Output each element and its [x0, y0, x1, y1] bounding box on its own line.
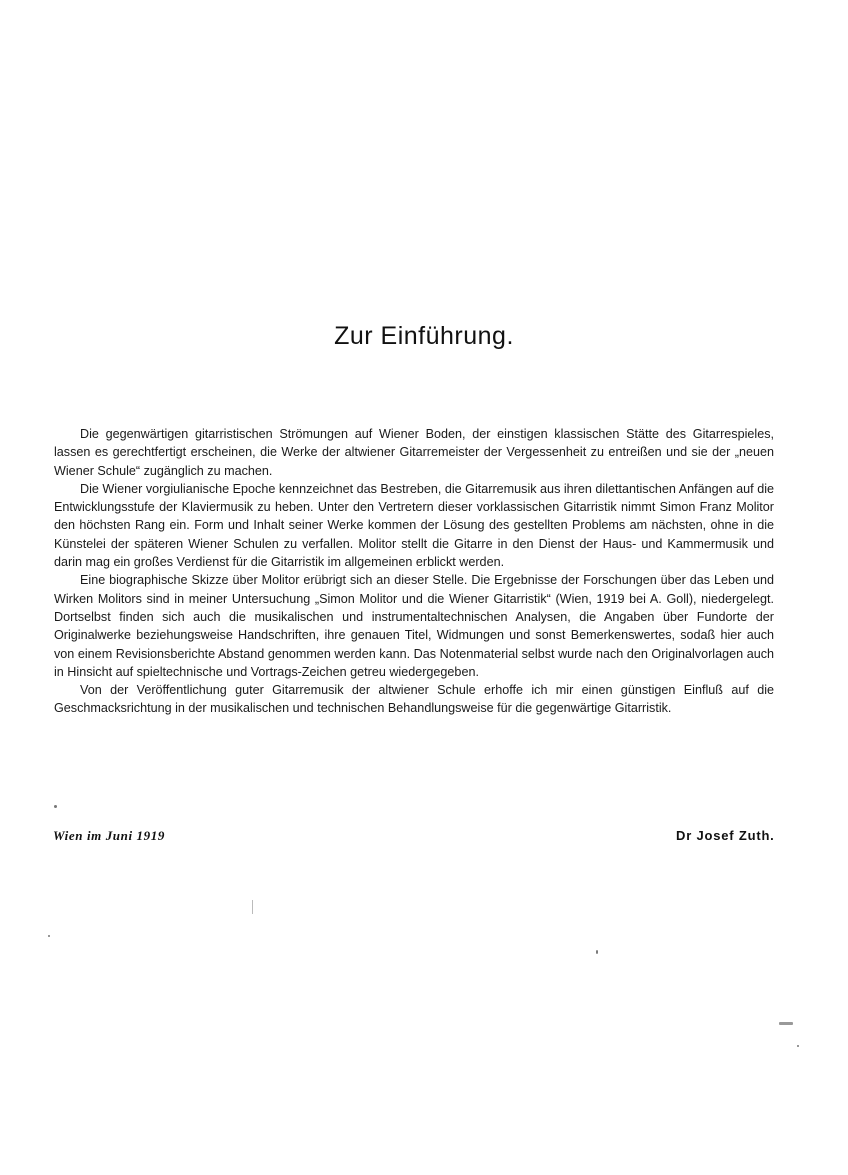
scan-speck [797, 1045, 799, 1047]
scan-speck [596, 950, 598, 954]
author-signature: Dr Josef Zuth. [676, 828, 775, 843]
place-date-line: Wien im Juni 1919 [53, 828, 165, 843]
scan-speck [252, 900, 253, 914]
page-title: Zur Einführung. [334, 322, 514, 350]
introduction-body [54, 425, 774, 718]
scan-speck [48, 935, 50, 937]
paragraph-2: Die Wiener vorgiulianische Epoche kennzeichnet das Bestreben, die Gitarremusik aus ihren dilettantischen Anfängen auf die Entwicklungsstufe der Klaviermusik zu heben. Unter den Vertretern dieser vorklassischen Gitarristik nimmt Simon Franz Molitor den höchsten Rang ein. Form und Inhalt seiner Werke kommen der Lösung des gestellten Problems am nächsten, ohne in die Künstelei der späteren Wiener Schulen zu verfallen. Molitor stellt die Gitarre in den Dienst der Haus- und Kammermusik und darin mag ein großes Verdienst für die Gitarristik im allgemeinen erblickt werden. [54, 481, 774, 570]
paragraph-1: Die gegenwärtigen gitarristischen Strömungen auf Wiener Boden, der einstigen klassischen Stätte des Gitarrespieles, lassen es gerechtfertigt erscheinen, die Werke der altwiener Gitarremeister der Vergessenheit zu entreißen und sie der „neuen Wiener Schule“ zugänglich zu machen. [54, 427, 774, 478]
scan-speck [54, 805, 57, 808]
paragraph-3: Eine biographische Skizze über Molitor erübrigt sich an dieser Stelle. Die Ergebnisse der Forschungen über das Leben und Wirken Molitors sind in meiner Untersuchung „Simon Molitor und die Wiener Gitarristik“ (Wien, 1919 bei A. Goll), niedergelegt. Dortselbst finden sich auch die musikalischen und instrumentaltechnischen Analysen, die Angaben über Fundorte der Originalwerke beziehungsweise Handschriften, ihre genauen Titel, Widmungen und sonst Bemerkenswertes, sodaß hier auch von einem Revisionsberichte Abstand genommen werden kann. Das Notenmaterial selbst wurde nach den Originalvorlagen auch in Hinsicht auf spieltechnische und Vortrags-Zeichen getreu wiedergegeben. [54, 573, 774, 679]
scan-speck [779, 1022, 793, 1025]
paragraph-4: Von der Veröffentlichung guter Gitarremusik der altwiener Schule erhoffe ich mir einen günstigen Einfluß auf die Geschmacksrichtung in der musikalischen und technischen Behandlungsweise für die gegenwärtige Gitarristik. [54, 683, 774, 716]
